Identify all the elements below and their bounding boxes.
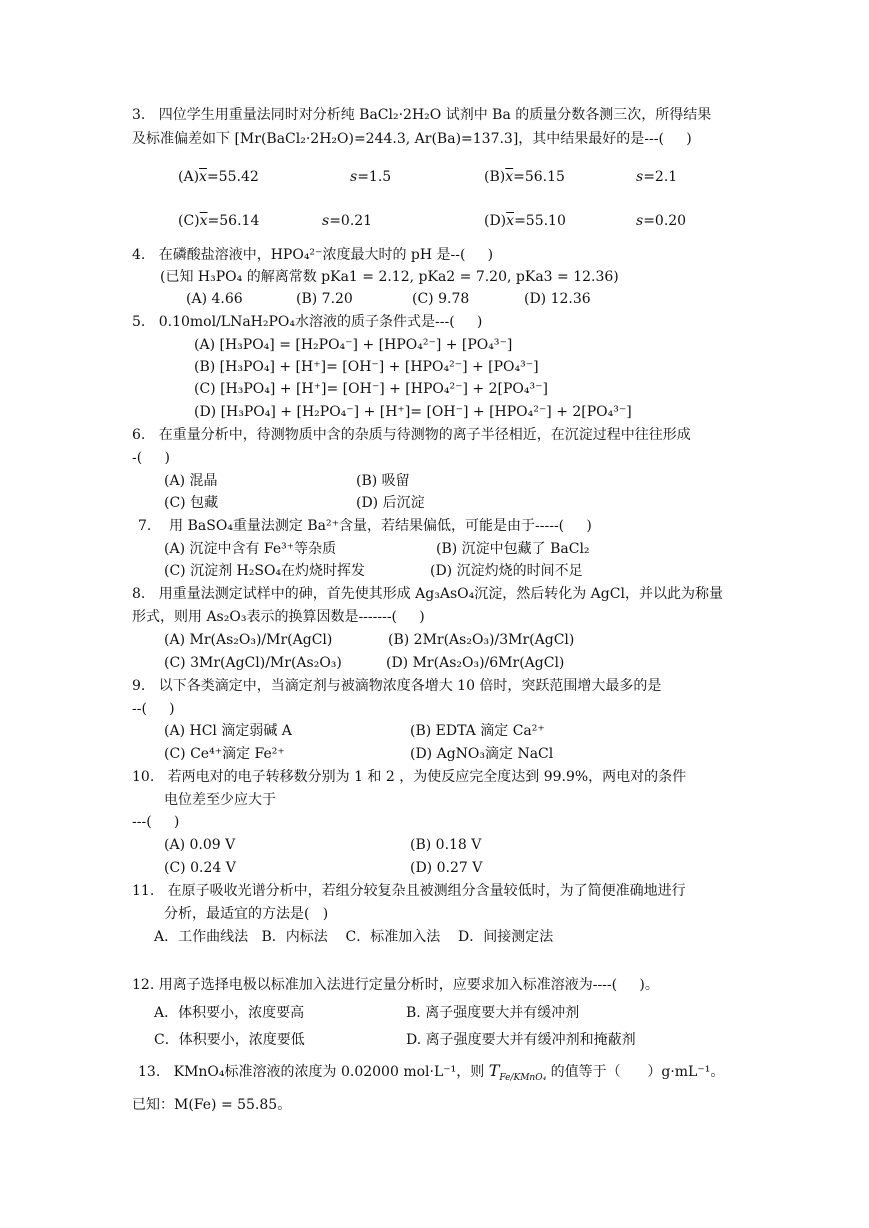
q8-option-text: (D) Mr(As₂O₃)/6Mr(AgCl)	[386, 655, 565, 671]
q3-option-label: (B)	[484, 169, 506, 185]
x-bar-symbol: $\overline{x}$	[199, 213, 208, 229]
q4-option-b	[296, 290, 353, 308]
q6-option-text: (C) 包藏	[164, 495, 219, 511]
q4-option-text: (C) 9.78	[412, 291, 470, 307]
q8-line2	[132, 608, 425, 626]
q13-text-end: 的值等于（ ）g·mL⁻¹。	[550, 1064, 725, 1080]
q10-option-text: (A) 0.09 V	[164, 837, 236, 853]
s-symbol: s	[322, 213, 330, 229]
q10-option-d	[410, 859, 482, 877]
q9-option-b	[410, 722, 545, 740]
q10-option-text: (D) 0.27 V	[410, 860, 483, 876]
q10-text3: ---( )	[132, 814, 180, 830]
q7-number: 7.	[138, 518, 152, 534]
q10-option-a	[164, 836, 235, 854]
q3-text2: 及标准偏差如下 [Mr(BaCl₂·2H₂O)=244.3, Ar(Ba)=137.3]，其中结果最好的是---( )	[132, 131, 692, 147]
q7-option-text: (D) 沉淀灼烧的时间不足	[430, 563, 583, 579]
q6-option-a	[164, 472, 217, 490]
q9-option-text: (C) Ce⁴⁺滴定 Fe²⁺	[164, 746, 285, 762]
q12-option-c	[154, 1031, 305, 1049]
s-value: =0.21	[329, 213, 373, 229]
titer-symbol: T	[488, 1061, 500, 1080]
q4-option-text: (B) 7.20	[296, 291, 353, 307]
q8-option-text: (C) 3Mr(AgCl)/Mr(As₂O₃)	[164, 655, 342, 671]
q6-option-c	[164, 494, 218, 512]
q7-option-d	[430, 562, 583, 580]
q12-option-b	[406, 1004, 579, 1022]
q10-text: 若两电对的电子转移数分别为 1 和 2 ，为使反应完全度达到 99.9%，两电对的条件	[167, 769, 687, 785]
q6-text2: -( )	[132, 450, 170, 466]
q12-option-text: C．体积要小，浓度要低	[154, 1032, 305, 1048]
q8-text2: 形式，则用 As₂O₃表示的换算因数是-------( )	[132, 609, 425, 625]
q5-option-a	[194, 336, 512, 354]
q12-line1	[132, 976, 659, 994]
q7-option-c	[164, 562, 365, 580]
q4-option-a	[186, 290, 243, 308]
q6-number: 6.	[132, 427, 146, 443]
q10-option-c	[164, 859, 236, 877]
q4-option-text: (D) 12.36	[524, 291, 591, 307]
mean-value: =56.14	[207, 213, 260, 229]
q3-option-label: (D)	[484, 213, 507, 229]
q9-option-text: (D) AgNO₃滴定 NaCl	[410, 746, 554, 762]
q12-option-text: D. 离子强度要大并有缓冲剂和掩蔽剂	[406, 1032, 636, 1048]
q7-option-text: (B) 沉淀中包藏了 BaCl₂	[436, 541, 590, 557]
q9-option-text: (A) HCl 滴定弱碱 A	[164, 723, 292, 739]
q8-option-text: (B) 2Mr(As₂O₃)/3Mr(AgCl)	[388, 632, 575, 648]
q7-option-text: (A) 沉淀中含有 Fe³⁺等杂质	[164, 541, 337, 557]
q4-note-text: (已知 H₃PO₄ 的解离常数 pKa1 = 2.12, pKa2 = 7.20, pKa3 = 12.36)	[160, 269, 619, 285]
q10-number: 10.	[132, 769, 155, 785]
s-symbol: s	[636, 169, 644, 185]
q5-option-b	[194, 358, 539, 376]
q5-option-text: (C) [H₃PO₄] + [H⁺]= [OH⁻] + [HPO₄²⁻] + 2[PO₄³⁻]	[194, 381, 548, 397]
q9-option-d	[410, 745, 553, 763]
q12-option-a	[154, 1004, 304, 1022]
q8-option-c	[164, 654, 342, 672]
q7-option-b	[436, 540, 590, 558]
q12-option-text: A．体积要小，浓度要高	[154, 1005, 305, 1021]
q3-option-d-s	[636, 212, 686, 230]
q9-text: 以下各类滴定中，当滴定剂与被滴物浓度各增大 10 倍时，突跃范围增大最多的是	[158, 678, 662, 694]
q8-line1	[132, 585, 723, 603]
x-bar-symbol: $\overline{x}$	[199, 169, 207, 185]
s-value: =0.20	[643, 213, 687, 229]
q8-number: 8.	[132, 586, 146, 602]
q3-option-b-s	[636, 168, 677, 186]
q4-option-text: (A) 4.66	[186, 291, 243, 307]
q13-line1	[138, 1062, 724, 1081]
q3-option-d	[484, 212, 566, 230]
q9-number: 9.	[132, 678, 146, 694]
q10-line1	[132, 768, 686, 786]
q7-line1	[138, 517, 592, 535]
q5-option-c	[194, 380, 548, 398]
q13-known	[132, 1096, 291, 1114]
q4-text: 在磷酸盐溶液中，HPO₄²⁻浓度最大时的 pH 是--( )	[158, 247, 494, 263]
q3-option-label: (C)	[178, 213, 200, 229]
q8-option-text: (A) Mr(As₂O₃)/Mr(AgCl)	[164, 632, 333, 648]
q3-line1	[132, 106, 711, 124]
q10-line2	[164, 791, 276, 809]
q12-number: 12.	[132, 977, 155, 993]
q9-option-a	[164, 722, 292, 740]
q9-line1	[132, 677, 661, 695]
q6-option-b	[356, 472, 410, 490]
x-bar-symbol: $\overline{x}$	[505, 169, 514, 185]
q5-line1	[132, 313, 482, 331]
q3-option-a-s	[350, 168, 391, 186]
q3-option-c	[178, 212, 259, 230]
q11-options	[154, 928, 553, 946]
q3-text: 四位学生用重量法同时对分析纯 BaCl₂·2H₂O 试剂中 Ba 的质量分数各测三次，所得结果	[158, 107, 712, 123]
q3-option-c-s	[322, 212, 372, 230]
q3-option-label: (A)	[178, 169, 200, 185]
q11-line1	[132, 882, 686, 900]
q5-number: 5.	[132, 314, 146, 330]
q11-text: 在原子吸收光谱分析中，若组分较复杂且被测组分含量较低时，为了简便准确地进行	[167, 883, 686, 899]
q3-option-b	[484, 168, 565, 186]
q6-option-d	[356, 494, 425, 512]
q6-option-text: (D) 后沉淀	[356, 495, 425, 511]
q7-option-text: (C) 沉淀剂 H₂SO₄在灼烧时挥发	[164, 563, 366, 579]
q5-option-text: (A) [H₃PO₄] = [H₂PO₄⁻] + [HPO₄²⁻] + [PO₄³⁻]	[194, 337, 513, 353]
q13-known-text: 已知：M(Fe) = 55.85。	[132, 1097, 292, 1113]
q8-option-b	[388, 631, 574, 649]
q9-option-text: (B) EDTA 滴定 Ca²⁺	[410, 723, 545, 739]
q11-line2	[164, 905, 328, 923]
mean-value: =55.10	[514, 213, 566, 229]
s-symbol: s	[636, 213, 644, 229]
q10-line3	[132, 813, 179, 831]
q12-option-d	[406, 1031, 636, 1049]
q9-option-c	[164, 745, 285, 763]
s-value: =1.5	[357, 169, 392, 185]
q4-number: 4.	[132, 247, 146, 263]
q6-option-text: (B) 吸留	[356, 473, 410, 489]
q5-option-text: (B) [H₃PO₄] + [H⁺]= [OH⁻] + [HPO₄²⁻] + [PO₄³⁻]	[194, 359, 539, 375]
q4-note	[160, 268, 619, 286]
q5-option-d	[194, 403, 632, 421]
q11-number: 11.	[132, 883, 155, 899]
q8-option-a	[164, 631, 332, 649]
mean-value: =55.42	[206, 169, 259, 185]
q12-option-text: B. 离子强度要大并有缓冲剂	[406, 1005, 580, 1021]
titer-subscript: Fe/KMnO₄	[499, 1072, 547, 1083]
q6-option-text: (A) 混晶	[164, 473, 218, 489]
q5-option-text: (D) [H₃PO₄] + [H₂PO₄⁻] + [H⁺]= [OH⁻] + [HPO₄²⁻] + 2[PO₄³⁻]	[194, 404, 632, 420]
q3-number: 3.	[132, 107, 146, 123]
q9-text2: --( )	[132, 701, 175, 717]
q9-line2	[132, 700, 175, 718]
s-symbol: s	[350, 169, 358, 185]
mean-value: =56.15	[513, 169, 565, 185]
q8-option-d	[386, 654, 564, 672]
q6-line1	[132, 426, 691, 444]
q4-line1	[132, 246, 493, 264]
q12-text: 用离子选择电极以标准加入法进行定量分析时，应要求加入标准溶液为----( )。	[158, 977, 659, 993]
q5-text: 0.10mol/LNaH₂PO₄水溶液的质子条件式是---( )	[158, 314, 483, 330]
q7-text: 用 BaSO₄重量法测定 Ba²⁺含量，若结果偏低，可能是由于-----( )	[169, 518, 592, 534]
q4-option-c	[412, 290, 469, 308]
q11-text2: 分析，最适宜的方法是( )	[164, 906, 329, 922]
q6-text: 在重量分析中，待测物质中含的杂质与待测物的离子半径相近，在沉淀过程中往往形成	[158, 427, 691, 443]
q6-line2	[132, 449, 170, 467]
q4-option-d	[524, 290, 591, 308]
q3-line2	[132, 130, 692, 148]
q10-option-text: (C) 0.24 V	[164, 860, 236, 876]
q10-text2: 电位差至少应大于	[164, 792, 276, 808]
q7-option-a	[164, 540, 336, 558]
x-bar-symbol: $\overline{x}$	[506, 213, 515, 229]
q13-number: 13.	[138, 1064, 161, 1080]
q10-option-text: (B) 0.18 V	[410, 837, 482, 853]
q8-text: 用重量法测定试样中的砷，首先使其形成 Ag₃AsO₄沉淀，然后转化为 AgCl，并以此为称量	[158, 586, 723, 602]
q13-text: KMnO₄标准溶液的浓度为 0.02000 mol·L⁻¹，则	[173, 1064, 485, 1080]
s-value: =2.1	[643, 169, 678, 185]
q11-options-text: A．工作曲线法 B．内标法 C．标准加入法 D．间接测定法	[154, 929, 554, 945]
q10-option-b	[410, 836, 481, 854]
q3-option-a	[178, 168, 259, 186]
